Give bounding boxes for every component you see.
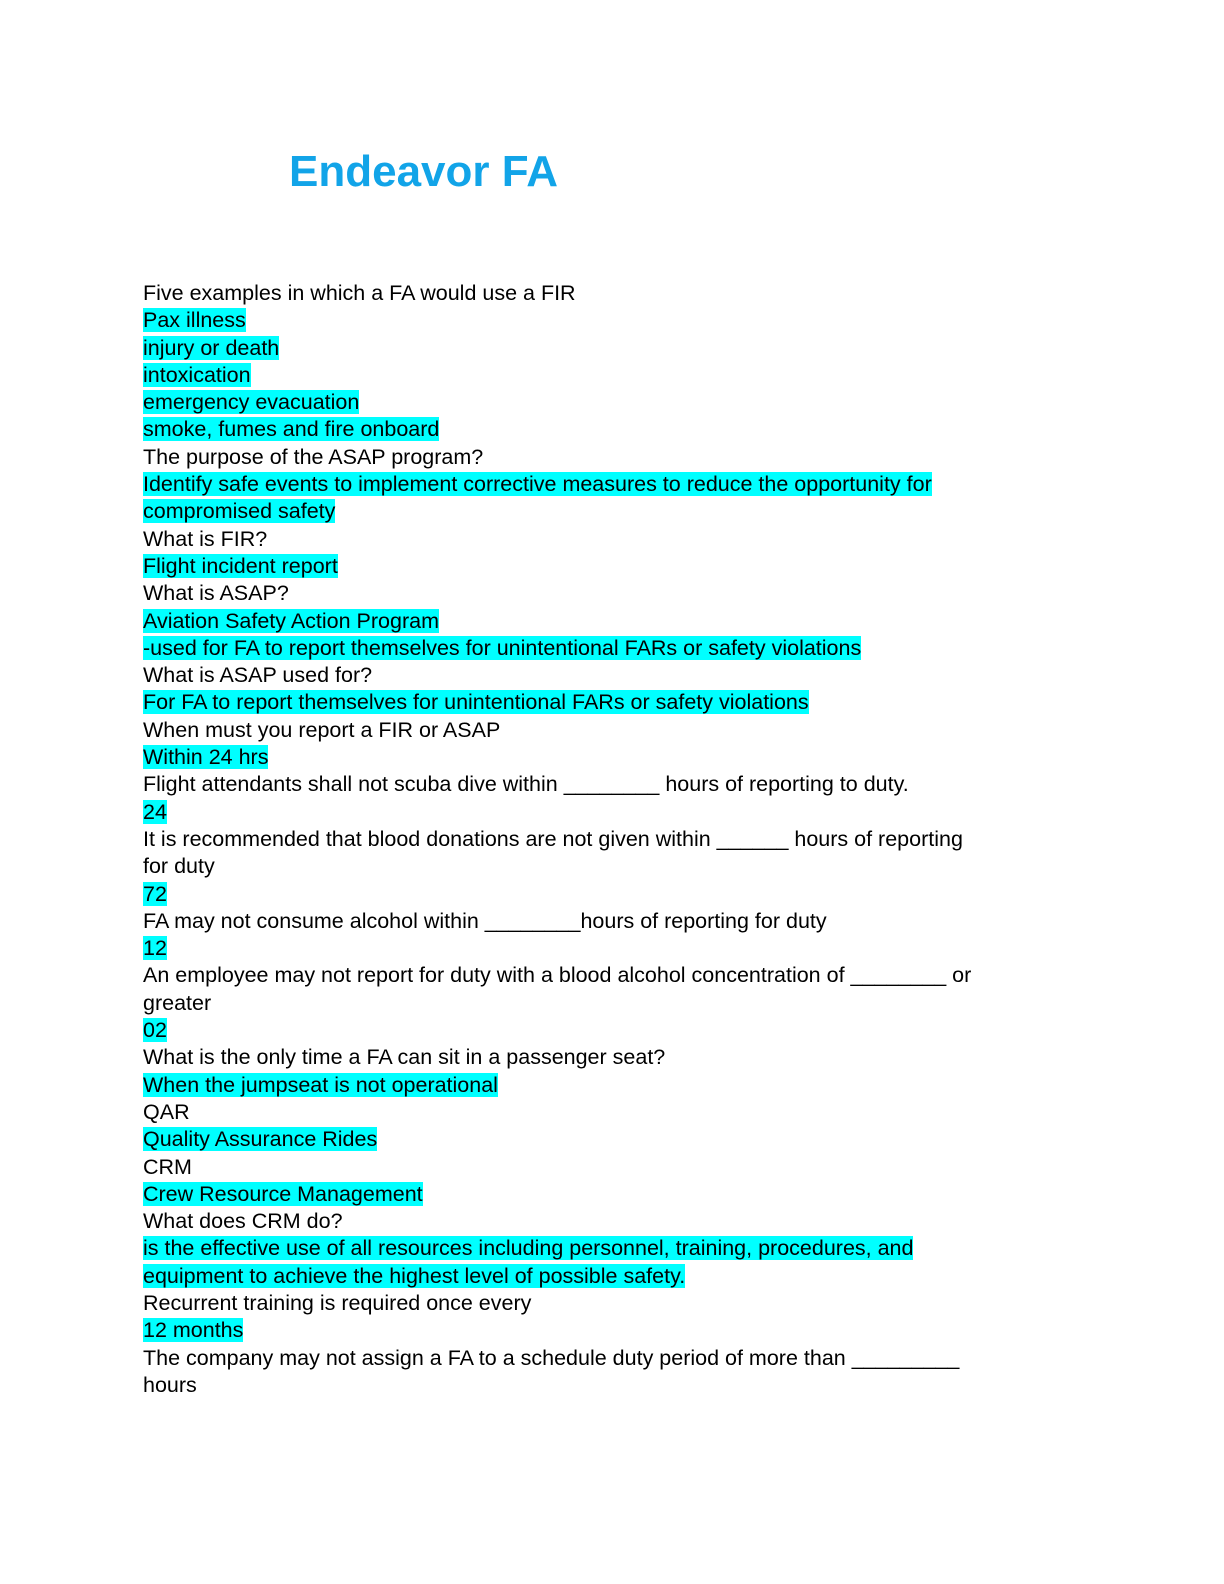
question-line <box>143 1208 1073 1235</box>
answer-line <box>143 935 1073 962</box>
answer-line <box>143 416 1073 443</box>
answer-line <box>143 1317 1073 1344</box>
answer-line <box>143 881 1073 908</box>
highlighted-text: Identify safe events to implement corrective measures to reduce the opportunity for <box>143 472 932 497</box>
highlighted-text: Crew Resource Management <box>143 1181 423 1206</box>
answer-line <box>143 362 1073 389</box>
line-text: The company may not assign a FA to a schedule duty period of more than _________ <box>143 1345 960 1370</box>
line-text: What is ASAP used for? <box>143 663 373 688</box>
highlighted-text: -used for FA to report themselves for unintentional FARs or safety violations <box>143 635 862 660</box>
highlighted-text: intoxication <box>143 362 251 387</box>
line-text: Five examples in which a FA would use a FIR <box>143 281 576 305</box>
answer-line <box>143 307 1073 334</box>
highlighted-text: is the effective use of all resources including personnel, training, procedures, and <box>143 1236 914 1261</box>
line-text: The purpose of the ASAP program? <box>143 444 484 469</box>
question-line <box>143 908 1073 935</box>
answer-line <box>143 1181 1073 1208</box>
question-line <box>143 771 1073 798</box>
answer-line <box>143 498 1073 525</box>
highlighted-text: 24 <box>143 799 167 824</box>
answer-line <box>143 1263 1073 1290</box>
line-text: An employee may not report for duty with a blood alcohol concentration of ________ or <box>143 963 972 988</box>
answer-line <box>143 799 1073 826</box>
highlighted-text: 12 months <box>143 1318 244 1343</box>
highlighted-text: 72 <box>143 881 167 906</box>
document-title: Endeavor FA <box>289 147 558 196</box>
question-line <box>143 1372 1073 1399</box>
highlighted-text: compromised safety <box>143 499 336 524</box>
line-text: Recurrent training is required once every <box>143 1290 532 1315</box>
question-line <box>143 1345 1073 1372</box>
answer-line <box>143 635 1073 662</box>
highlighted-text: Aviation Safety Action Program <box>143 608 439 633</box>
highlighted-text: injury or death <box>143 335 280 360</box>
highlighted-text: Quality Assurance Rides <box>143 1127 378 1152</box>
answer-line <box>143 1072 1073 1099</box>
line-text: for duty <box>143 854 215 879</box>
line-text: FA may not consume alcohol within ________hours of reporting for duty <box>143 908 827 933</box>
highlighted-text: Within 24 hrs <box>143 745 269 770</box>
answer-line <box>143 608 1073 635</box>
line-text: QAR <box>143 1099 190 1124</box>
line-text: When must you report a FIR or ASAP <box>143 717 501 742</box>
answer-line <box>143 1235 1073 1262</box>
question-line <box>143 1044 1073 1071</box>
answer-line <box>143 471 1073 498</box>
question-line <box>143 853 1073 880</box>
highlighted-text: 02 <box>143 1018 167 1043</box>
question-line <box>143 580 1073 607</box>
answer-line <box>143 1017 1073 1044</box>
answer-line <box>143 689 1073 716</box>
highlighted-text: equipment to achieve the highest level of possible safety. <box>143 1263 686 1288</box>
highlighted-text: For FA to report themselves for unintentional FARs or safety violations <box>143 690 809 715</box>
question-line <box>143 990 1073 1017</box>
highlighted-text: smoke, fumes and fire onboard <box>143 417 440 442</box>
highlighted-text: When the jumpseat is not operational <box>143 1072 498 1097</box>
question-line <box>143 526 1073 553</box>
answer-line <box>143 553 1073 580</box>
question-line <box>143 1099 1073 1126</box>
line-text: What does CRM do? <box>143 1209 343 1234</box>
document-body <box>143 280 1073 1399</box>
question-line <box>143 826 1073 853</box>
line-text: hours <box>143 1372 197 1397</box>
line-text: It is recommended that blood donations are not given within ______ hours of reporting <box>143 826 963 851</box>
question-line <box>143 1154 1073 1181</box>
line-text: Flight attendants shall not scuba dive within ________ hours of reporting to duty. <box>143 772 909 797</box>
question-line <box>143 662 1073 689</box>
question-line <box>143 962 1073 989</box>
answer-line <box>143 744 1073 771</box>
answer-line <box>143 1126 1073 1153</box>
line-text: greater <box>143 990 212 1015</box>
question-line <box>143 280 1073 307</box>
highlighted-text: 12 <box>143 936 167 961</box>
question-line <box>143 717 1073 744</box>
line-text: CRM <box>143 1154 192 1179</box>
highlighted-text: emergency evacuation <box>143 390 360 415</box>
highlighted-text: Pax illness <box>143 308 246 333</box>
line-text: What is ASAP? <box>143 581 289 606</box>
answer-line <box>143 389 1073 416</box>
line-text: What is FIR? <box>143 526 268 551</box>
line-text: What is the only time a FA can sit in a passenger seat? <box>143 1045 666 1070</box>
question-line <box>143 1290 1073 1317</box>
highlighted-text: Flight incident report <box>143 553 338 578</box>
answer-line <box>143 335 1073 362</box>
question-line <box>143 444 1073 471</box>
